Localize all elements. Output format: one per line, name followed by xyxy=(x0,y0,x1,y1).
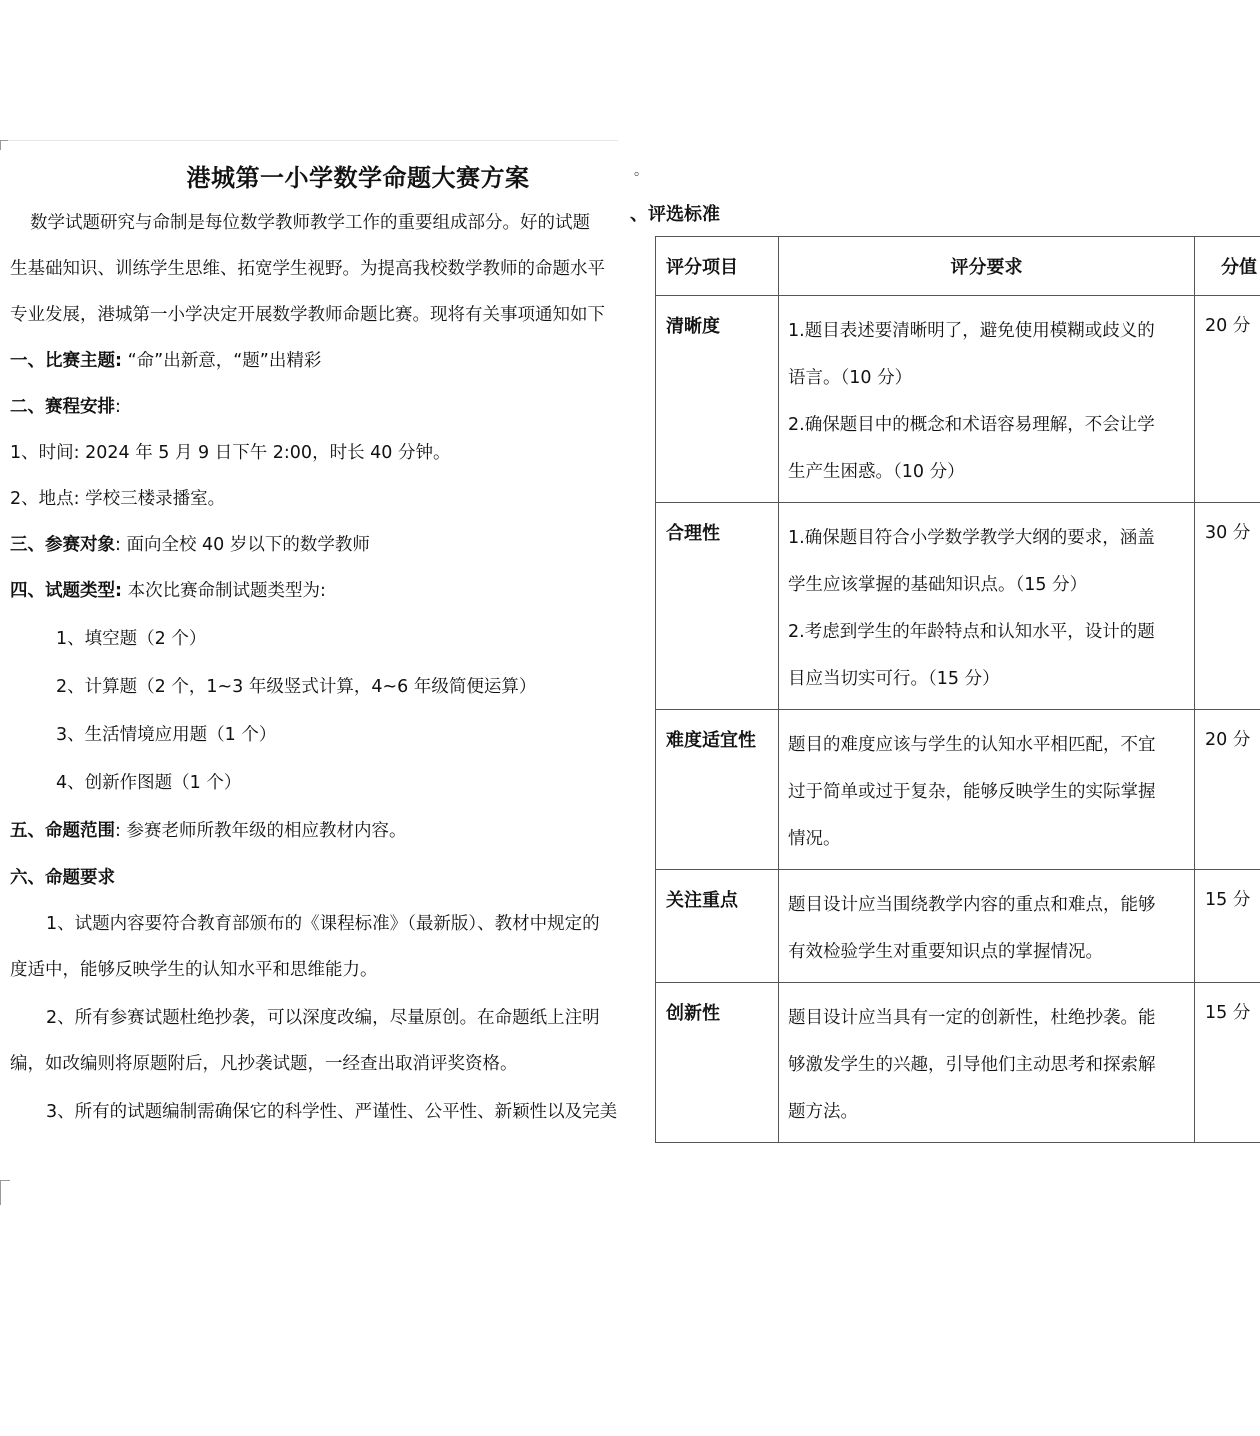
requirement-line: 1.确保题目符合小学数学教学大纲的要求，涵盖 xyxy=(788,528,1155,548)
requirement-line: 2.考虑到学生的年龄特点和认知水平，设计的题 xyxy=(788,622,1155,642)
scope-line xyxy=(10,819,406,843)
participants-label: 三、参赛对象 xyxy=(10,535,115,555)
requirement-line: 学生应该掌握的基础知识点。（15 分） xyxy=(788,575,1088,595)
page-corner-mark xyxy=(0,140,10,150)
requirement-line: 题方法。 xyxy=(788,1102,858,1122)
item-cell: 合理性 xyxy=(656,503,779,710)
score-cell: 15 分 xyxy=(1195,870,1260,983)
requirement-line: 度适中，能够反映学生的认知水平和思维能力。 xyxy=(10,960,378,980)
requirement-line: 生产生困惑。（10 分） xyxy=(788,462,965,482)
requirement-line: 3、所有的试题编制需确保它的科学性、严谨性、公平性、新颖性以及完美 xyxy=(46,1102,618,1122)
requirement-line: 目应当切实可行。（15 分） xyxy=(788,669,1000,689)
table-row xyxy=(656,710,1260,870)
question-types-label: 四、试题类型: xyxy=(10,581,122,601)
requirement-line: 题目的难度应该与学生的认知水平相匹配，不宜 xyxy=(788,735,1156,755)
requirement-line: 编，如改编则将原题附后，凡抄袭试题，一经查出取消评奖资格。 xyxy=(10,1054,518,1074)
page-corner-mark xyxy=(0,1180,10,1205)
table-row xyxy=(656,983,1260,1143)
table-row xyxy=(656,296,1260,503)
trailing-mark: 。 xyxy=(634,163,648,179)
requirement-cell xyxy=(779,710,1195,870)
table-header-row xyxy=(656,237,1260,296)
criteria-table xyxy=(655,236,1260,1143)
scope-label: 五、命题范围 xyxy=(10,821,115,841)
score-cell: 20 分 xyxy=(1195,710,1260,870)
requirement-line: 2、所有参赛试题杜绝抄袭，可以深度改编，尽量原创。在命题纸上注明 xyxy=(46,1008,600,1028)
page-top-rule xyxy=(8,140,618,141)
theme-line xyxy=(10,349,321,373)
requirement-line: 够激发学生的兴趣，引导他们主动思考和探索解 xyxy=(788,1055,1156,1075)
score-cell: 20 分 xyxy=(1195,296,1260,503)
question-type-item: 2、计算题（2 个，1~3 年级竖式计算，4~6 年级简便运算） xyxy=(56,677,537,697)
theme-text: “命”出新意，“题”出精彩 xyxy=(122,351,322,371)
item-cell: 难度适宜性 xyxy=(656,710,779,870)
item-cell: 清晰度 xyxy=(656,296,779,503)
participants-line xyxy=(10,533,370,557)
score-cell: 30 分 xyxy=(1195,503,1260,710)
requirement-cell xyxy=(779,503,1195,710)
header-score: 分值 xyxy=(1195,237,1260,296)
document-title: 港城第一小学数学命题大赛方案 xyxy=(186,164,530,192)
requirement-line: 语言。（10 分） xyxy=(788,368,913,388)
schedule-time: 1、时间: 2024 年 5 月 9 日下午 2:00，时长 40 分钟。 xyxy=(10,443,451,463)
requirement-line: 题目设计应当围绕教学内容的重点和难点，能够 xyxy=(788,895,1156,915)
schedule-label: 二、赛程安排 xyxy=(10,397,115,417)
requirements-label: 六、命题要求 xyxy=(10,868,115,888)
left-page xyxy=(0,0,618,1436)
question-type-item: 4、创新作图题（1 个） xyxy=(56,773,242,793)
question-type-item: 3、生活情境应用题（1 个） xyxy=(56,725,277,745)
header-item: 评分项目 xyxy=(656,237,779,296)
requirements-heading xyxy=(10,866,115,890)
requirement-line: 1、试题内容要符合教育部颁布的《课程标准》（最新版）、教材中规定的 xyxy=(46,914,600,934)
requirement-line: 题目设计应当具有一定的创新性，杜绝抄袭。能 xyxy=(788,1008,1156,1028)
requirement-line: 2.确保题目中的概念和术语容易理解，不会让学 xyxy=(788,415,1155,435)
intro-line-3: 专业发展，港城第一小学决定开展数学教师命题比赛。现将有关事项通知如下 xyxy=(10,305,605,325)
score-cell: 15 分 xyxy=(1195,983,1260,1143)
requirement-line: 有效检验学生对重要知识点的掌握情况。 xyxy=(788,942,1103,962)
question-types-line xyxy=(10,579,326,603)
schedule-heading xyxy=(10,395,121,419)
participants-text: : 面向全校 40 岁以下的数学教师 xyxy=(115,535,370,555)
table-row xyxy=(656,870,1260,983)
intro-line-1: 数学试题研究与命制是每位数学教师教学工作的重要组成部分。好的试题 xyxy=(30,213,590,233)
item-cell: 关注重点 xyxy=(656,870,779,983)
theme-label: 一、比赛主题: xyxy=(10,351,122,371)
schedule-colon: : xyxy=(115,397,121,417)
requirement-cell xyxy=(779,870,1195,983)
requirement-cell xyxy=(779,296,1195,503)
table-row xyxy=(656,503,1260,710)
requirement-line: 过于简单或过于复杂，能够反映学生的实际掌握 xyxy=(788,782,1156,802)
header-requirement: 评分要求 xyxy=(779,237,1195,296)
requirement-cell xyxy=(779,983,1195,1143)
question-types-text: 本次比赛命制试题类型为: xyxy=(122,581,326,601)
question-type-item: 1、填空题（2 个） xyxy=(56,629,207,649)
section-title: 、评选标准 xyxy=(630,204,720,225)
schedule-place: 2、地点: 学校三楼录播室。 xyxy=(10,489,226,509)
requirement-line: 情况。 xyxy=(788,829,841,849)
intro-line-2: 生基础知识、训练学生思维、拓宽学生视野。为提高我校数学教师的命题水平 xyxy=(10,259,605,279)
scope-text: : 参赛老师所教年级的相应教材内容。 xyxy=(115,821,407,841)
requirement-line: 1.题目表述要清晰明了，避免使用模糊或歧义的 xyxy=(788,321,1155,341)
item-cell: 创新性 xyxy=(656,983,779,1143)
